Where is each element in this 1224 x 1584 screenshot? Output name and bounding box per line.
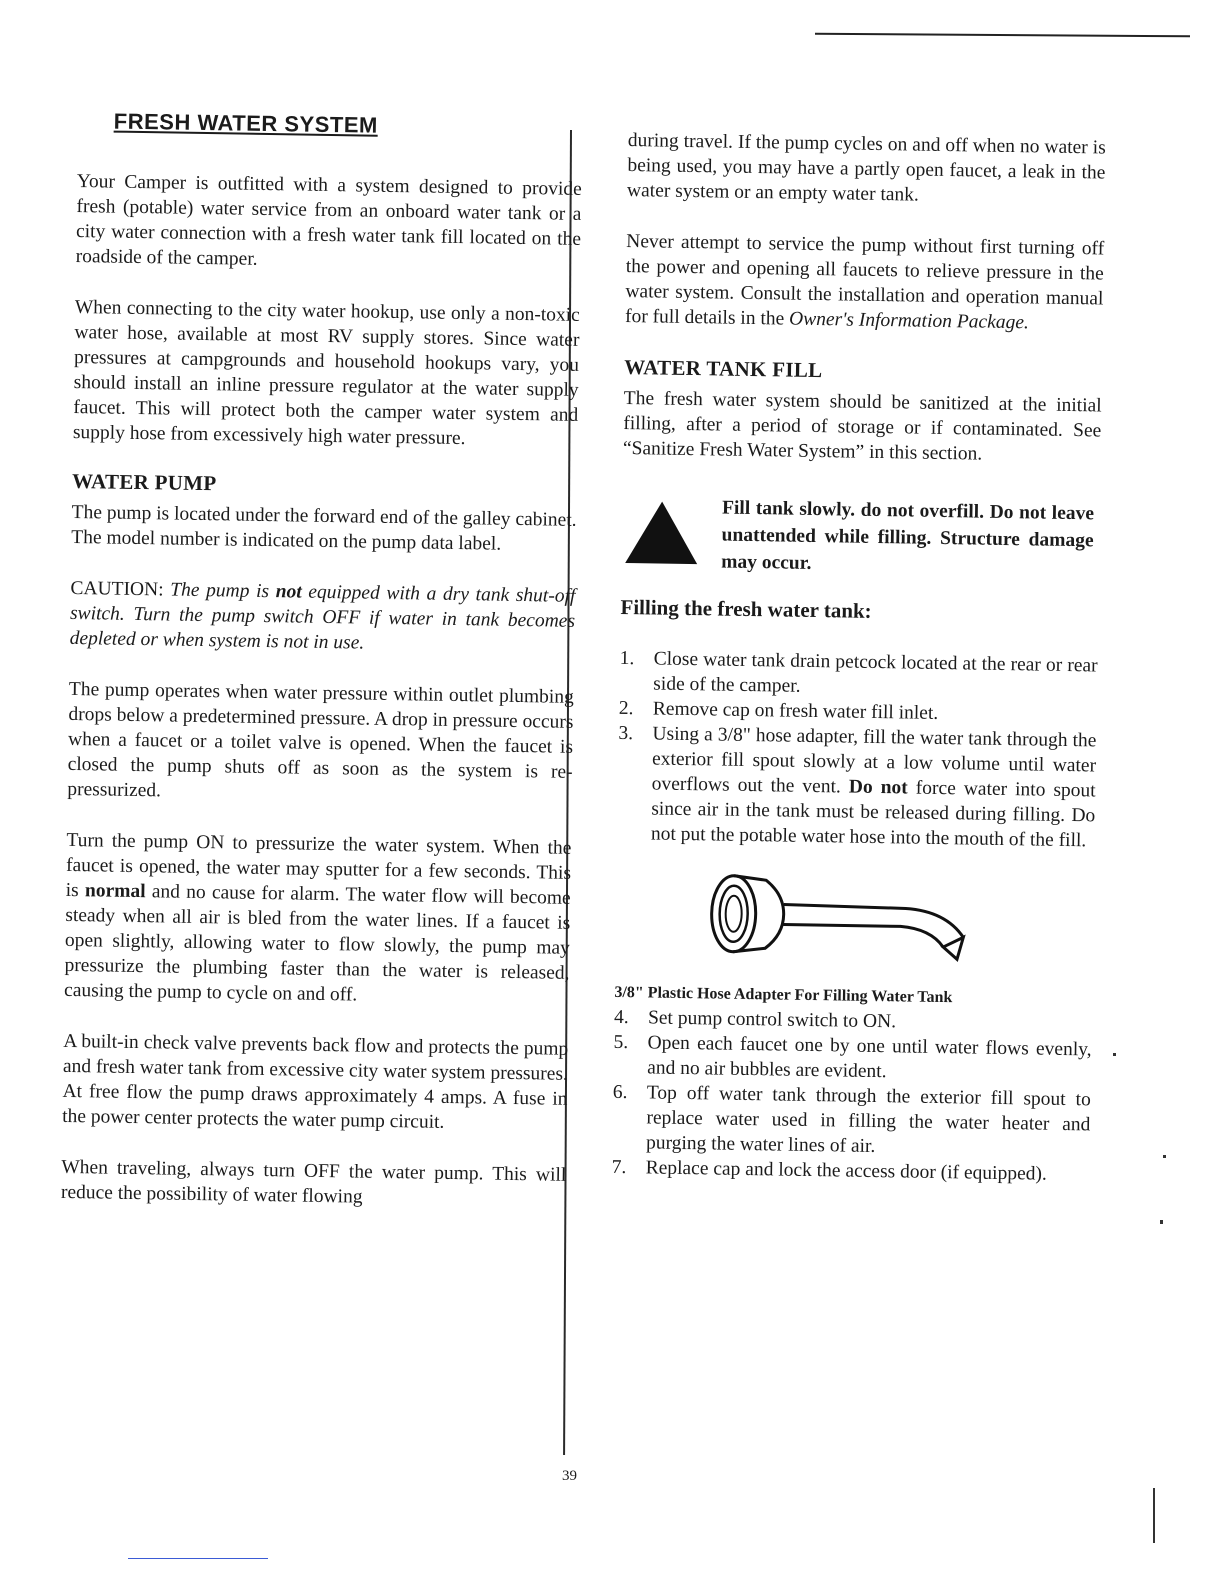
list-item: 6. Top off water tank through the exterior fill spout to replace water used in filling the water heater and purging the water lines of air. [612, 1081, 1091, 1158]
list-item: 2. Remove cap on fresh water fill inlet. [618, 697, 939, 724]
page-title: FRESH WATER SYSTEM [113, 108, 379, 138]
warning-text: Fill tank slowly. do not overfill. Do not leave unattended while filling. Structure damage may occur. [721, 497, 1095, 574]
steps-list-a [617, 646, 1098, 853]
pump-location-paragraph: The pump is located under the forward end of the galley cabinet. The model number is indicated on the pump data label. [71, 501, 577, 555]
list-item: 1. Close water tank drain petcock located at the rear or rear side of the camper. [619, 647, 1098, 697]
caution-not: not [275, 581, 302, 603]
page-number: 39 [562, 1468, 577, 1484]
step3-text-b: force water into spout since air in the tank must be released during filling. Do not put the potable water hose into the mouth of the fill. [650, 777, 1096, 852]
owners-package-reference: Owner's Information Package. [788, 308, 1030, 334]
sanitize-paragraph: The fresh water system should be sanitized at the initial filling, after a period of storage or if contaminated. See “Sanitize Fresh Water System” in this section. [622, 387, 1102, 465]
list-item: 4. Set pump control switch to ON. [613, 1006, 897, 1033]
list-item: 5. Open each faucet one by one until water flows evenly, and no air bubbles are evident. [613, 1031, 1092, 1083]
caution-text-2: equipped with a dry tank shut-off switch. Turn the pump switch OFF if water in tank becomes depleted or when system is not in use. [69, 581, 576, 654]
never-service-text: Never attempt to service the pump without first turning off the power and opening all faucets to relieve pressure in the water system. Consult the installation and operation manual for full details in the [624, 230, 1105, 330]
bottom-rule [128, 1558, 268, 1559]
hose-adapter-icon [695, 863, 997, 978]
never-service-paragraph [625, 229, 1105, 336]
pump-operates-paragraph: The pump operates when water pressure within outlet plumbing drops below a predetermined pressure. A drop in pressure occurs when a faucet or a toilet valve is opened. When the faucet is closed the pump shuts off as soon as the system is re-pressurized. [67, 678, 574, 802]
water-tank-fill-heading: WATER TANK FILL [624, 354, 823, 383]
turn-on-text-2: and no cause for alarm. The water flow will become steady when all air is bled from the water lines. If a faucet is open slightly, allowing water to flow slowly, the pump may pressurize the plumbing faster than the water is released, causing the pump to cycle on and off. [63, 881, 571, 1006]
step3-not: not [880, 777, 908, 799]
hose-adapter-figure [615, 862, 1095, 979]
steps-list-b [611, 1005, 1092, 1187]
step3-do: Do [848, 776, 873, 798]
scan-mark [1153, 1488, 1155, 1543]
check-valve-paragraph: A built-in check valve prevents back flow and protects the pump and fresh water tank from excessive city water system pressures. At free flow the pump draws approximately 4 amps. A fuse in the power center protects the water pump circuit. [61, 1030, 569, 1133]
left-column [61, 108, 583, 1213]
step3-text-a: Using a 3/8" hose adapter, fill the water tank through the exterior fill spout slowly at a low volume until water overflows out the vent. [651, 723, 1097, 798]
turn-on-normal: normal [84, 880, 146, 903]
figure-caption: 3/8" Plastic Hose Adapter For Filling Water Tank [614, 983, 953, 1007]
right-column [611, 128, 1105, 1187]
turn-on-text-1: Turn the pump ON to pressurize the water system. When the faucet is opened, the water may sputter for a few seconds. This is [65, 829, 572, 902]
caution-text-1: The pump is [170, 579, 270, 603]
scan-speck [1160, 1220, 1163, 1224]
warning-triangle-icon [625, 501, 698, 564]
water-pump-heading: WATER PUMP [71, 468, 217, 496]
turn-on-paragraph [64, 828, 572, 1011]
scan-speck [1163, 1155, 1166, 1158]
warning-callout [621, 487, 1100, 584]
intro-paragraph: Your Camper is outfitted with a system designed to provide fresh (potable) water service from an onboard water tank or a city water connection with a fresh water tank fill located on the roadside of the camper. [75, 170, 582, 270]
city-water-paragraph: When connecting to the city water hookup, use only a non-toxic water hose, available at most RV supply stores. Since water pressures at campgrounds and household hookups vary, you should install an inline pressure regulator at the water supply faucet. This will protect both the camper water system and supply hose from excessively high water pressure. [72, 296, 580, 450]
scan-speck [1113, 1053, 1116, 1056]
list-item: 7. Replace cap and lock the access door (if equipped). [611, 1156, 1047, 1185]
caution-paragraph [69, 576, 575, 659]
caution-label: CAUTION: [70, 577, 164, 601]
filling-heading: Filling the fresh water tank: [620, 594, 872, 623]
continued-paragraph: during travel. If the pump cycles on and off when no water is being used, you may have a partly open faucet, a leak in the water system or an empty water tank. [626, 129, 1106, 206]
top-rule [815, 33, 1190, 38]
list-item: 3. Using a 3/8" hose adapter, fill the water tank through the exterior fill spout slowly at a low volume until water overflows out the vent. Do not force water into spout since air in the tank must be released during filling. Do not put the potable water hose into the mouth of the fill. [618, 722, 1097, 852]
traveling-paragraph: When traveling, always turn OFF the water pump. This will reduce the possibility of water flowing [60, 1156, 567, 1208]
